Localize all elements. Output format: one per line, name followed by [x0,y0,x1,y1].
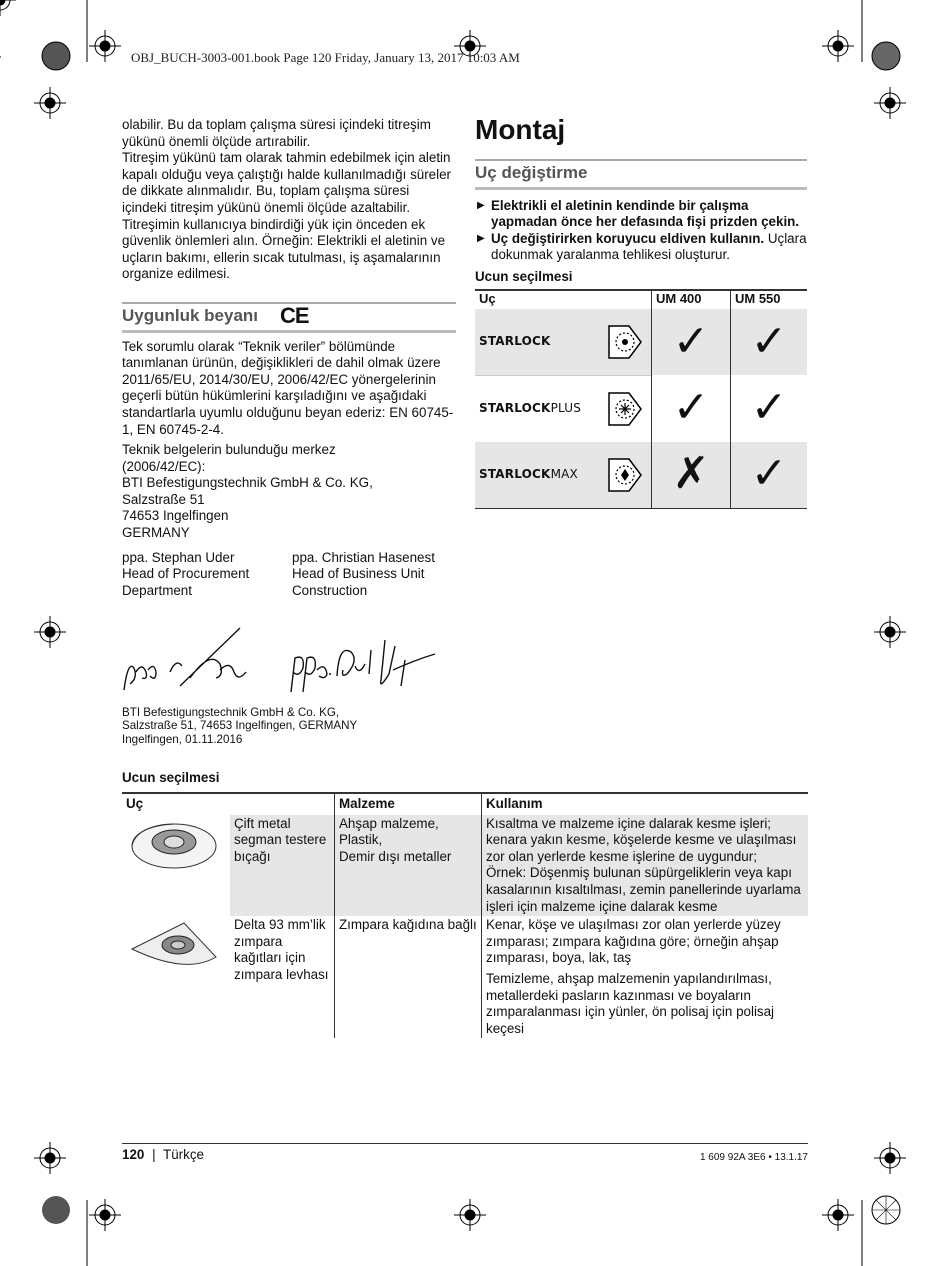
signer-name: ppa. Stephan Uder [122,549,235,565]
material-cell [335,815,482,917]
signature-2 [285,630,450,698]
col-header: UM 550 [731,290,808,309]
blade-name-cell: Çift metal segman testere bıçağı [230,815,335,917]
table-row [475,375,807,442]
signer-1 [122,550,292,600]
left-column [122,117,456,599]
table-row [475,309,807,376]
company-line: BTI Befestigungstechnik GmbH & Co. KG, [122,706,340,719]
blade-image-cell [122,916,230,1038]
conformity-text: Tek sorumlu olarak “Teknik veriler” bölümünde tanımlanan ürünün, değişiklikleri de dahil olmak üzere 2011/65/EU, 2014/30/EU, 2006/42/EC yönergelerinin geçerli bütün hükümlerini karşıladığını ve aşağıdaki standartlarla uyumlu olduğunu beyan ederiz: EN 60745-1, EN 60745-2-4. [122,338,454,437]
check-icon: ✓ [652,375,731,442]
bottom-selection-label: Ucun seçilmesi [122,770,220,785]
bullet-triangle-icon: ▶ [477,199,485,211]
conformity-heading: Uygunluk beyanı [122,305,259,325]
blade-cell [475,309,652,376]
segment-saw-blade-image [126,816,222,876]
page-title: Montaj [475,114,566,145]
check-icon: ✓ [652,309,731,376]
footer-code: 1 609 92A 3E6 • 13.1.17 [699,1152,808,1163]
safety-bullet-2 [475,231,807,264]
page-footer [122,1143,808,1164]
check-icon: ✓ [731,442,808,509]
table-row [475,442,807,509]
check-icon: ✓ [731,309,808,376]
docs-line: Teknik belgelerin bulunduğu merkez [122,442,336,458]
bullet-triangle-icon: ▶ [477,232,485,244]
usage-text: Temizleme, ahşap malzemenin yapılandırılması, metallerdeki pasların kazınması ve boyaların zımparalanması için yünler, ön polisaj için polisaj keçesi [486,970,775,1036]
brand-label: STARLOCKPLUS [479,401,582,416]
right-column [475,113,807,509]
footer-language: Türkçe [163,1147,204,1162]
starlock-mount-icon [605,322,645,362]
col-header [230,793,335,815]
vibration-paragraph-3: Titreşimin kullanıcıya bindirdiği yük için önceden ek güvenlik önlemleri alın. Örneğin: Elektrikli el aletinin ve uçların bakımı, ellerin sıcak tutulması, iş aşamalarının organize edilmesi. [122,216,446,282]
usage-cell [482,916,809,1038]
blade-usage-table [122,792,808,1038]
safety-bullet-1 [475,198,807,231]
signer-2 [292,550,462,600]
page-number: 120 [122,1147,145,1162]
docs-line: BTI Befestigungstechnik GmbH & Co. KG, [122,475,373,491]
table-row [122,916,808,1038]
docs-line: (2006/42/EC): [122,458,206,474]
compatibility-table [475,289,807,509]
brand-label: STARLOCKMAX [479,467,578,482]
print-header: OBJ_BUCH-3003-001.book Page 120 Friday, January 13, 2017 10:03 AM [131,50,520,65]
usage-text: Kenar, köşe ve ulaşılması zor olan yerlerde yüzey zımparası; zımpara kağıdına göre; örneğin ahşap zımparası, boya, lak, taş [486,917,781,966]
blade-cell [475,375,652,442]
col-header: Uç [475,290,652,309]
technical-docs-address [122,442,456,542]
table-row [122,815,808,917]
docs-line: GERMANY [122,525,190,541]
signer-dept: Department [122,582,192,598]
selection-label: Ucun seçilmesi [475,268,573,284]
signature-1 [120,620,255,698]
company-footer-block [122,706,357,746]
ce-mark-icon: CE [280,303,309,329]
material-line: Ahşap malzeme, [339,815,439,831]
signers [122,550,456,600]
usage-cell [482,815,809,917]
vibration-paragraph-2: Titreşim yükünü tam olarak tahmin edebilmek için aletin kapalı olduğu veya çalıştığı halde kullanılmadığı süreler de dikkate alınmalıdır. Bu, toplam çalışma süresi içindeki titreşim yükünü önemli ölçüde azaltabilir. [122,150,452,215]
signer-dept: Construction [292,582,368,598]
col-header: UM 400 [652,290,731,309]
blade-image-cell [122,815,230,917]
bullet-text: Uçlara dokunmak yaralanma tehlikesi oluşturur. [491,230,807,263]
delta-sanding-plate-image [126,917,222,977]
footer-separator: | [152,1147,156,1162]
col-header: Malzeme [335,793,482,815]
blade-change-heading: Uç değiştirme [475,163,588,182]
signer-title: Head of Procurement [122,566,250,582]
usage-text: Örnek: Döşenmiş bulunan süpürgeliklerin veya kapı kasalarının kısaltılması, zemin panellerinde uyarlama işleri için malzeme içine dalarak kesme [486,865,801,914]
vibration-paragraph-1: olabilir. Bu da toplam çalışma süresi içindeki titreşim yükünü önemli ölçüde artırabilir. [122,117,431,149]
material-cell: Zımpara kağıdına bağlı [335,916,482,1038]
col-header: Uç [122,793,230,815]
company-line: Ingelfingen, 01.11.2016 [122,732,243,746]
check-icon: ✓ [731,375,808,442]
bullet-text: Elektrikli el aletinin kendinde bir çalışma yapmadan önce her defasında fişi prizden çekin. [491,197,800,230]
signer-name: ppa. Christian Hasenest [292,549,435,565]
signer-title: Head of Business Unit [292,566,425,582]
cross-icon: ✗ [652,442,731,509]
brand-label: STARLOCK [479,334,551,349]
company-line: Salzstraße 51, 74653 Ingelfingen, GERMANY [122,719,358,733]
blade-cell [475,442,652,509]
docs-line: Salzstraße 51 [122,491,205,507]
blade-name-cell: Delta 93 mm’lik zımpara kağıtları için zımpara levhası [234,917,329,982]
starlock-max-mount-icon [605,455,645,495]
docs-line: 74653 Ingelfingen [122,508,229,524]
material-line: Demir dışı metaller [339,848,452,864]
col-header: Kullanım [482,793,809,815]
starlock-plus-mount-icon [605,389,645,429]
material-line: Plastik, [339,832,383,848]
usage-text: Kısaltma ve malzeme içine dalarak kesme işleri; kenara yakın kesme, köşelerde kesme ve ulaşılması zor olan yerlerde kesme işlerine de uygundur; [486,815,797,864]
bullet-text-bold: Uç değiştirirken koruyucu eldiven kullanın. [491,230,765,246]
